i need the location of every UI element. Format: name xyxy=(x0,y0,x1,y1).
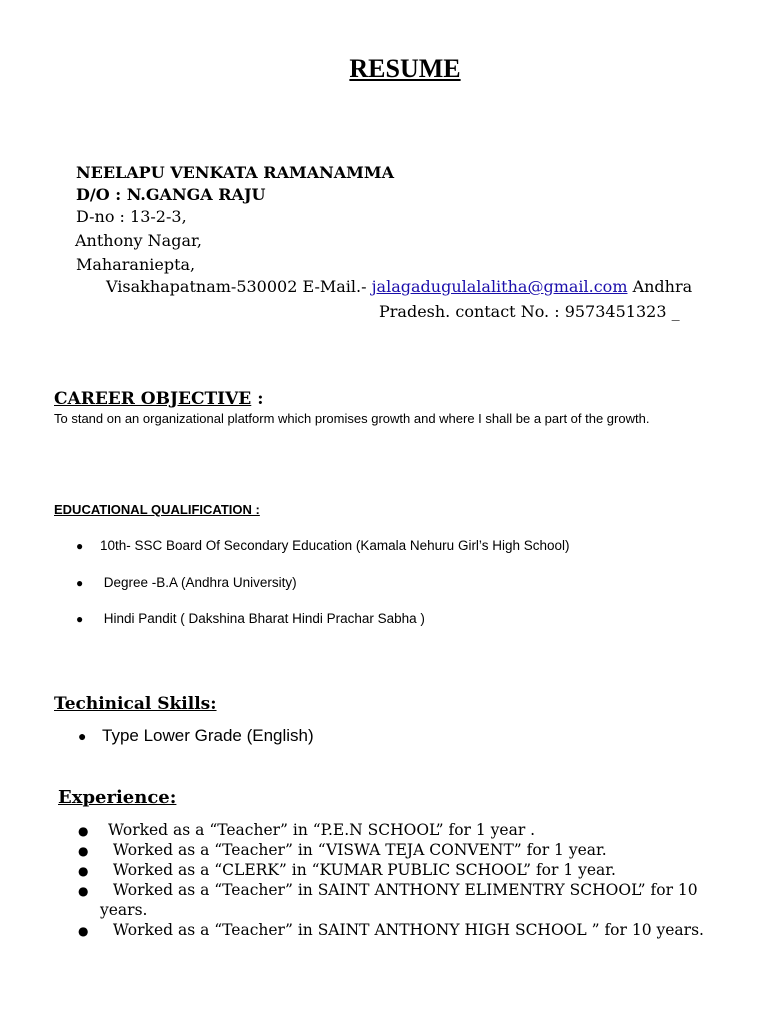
education-item-text: Degree -B.A (Andhra University) xyxy=(100,575,297,590)
education-item-text: 10th- SSC Board Of Secondary Education (Kamala Nehuru Girl’s High School) xyxy=(100,538,570,553)
education-item-text: Hindi Pandit ( Dakshina Bharat Hindi Prachar Sabha ) xyxy=(100,611,425,626)
experience-item xyxy=(78,820,535,841)
bullet-icon: ● xyxy=(78,844,89,858)
address-city: Visakhapatnam-530002 E-Mail.- xyxy=(106,277,372,296)
experience-item xyxy=(78,840,607,861)
education-item xyxy=(76,538,569,553)
education-item xyxy=(76,611,425,626)
bullet-icon: ● xyxy=(78,728,87,744)
address-state: Andhra xyxy=(627,277,693,296)
bullet-icon: ● xyxy=(76,612,84,626)
education-item xyxy=(76,575,297,590)
bullet-icon: ● xyxy=(76,539,84,553)
bullet-icon: ● xyxy=(78,824,89,838)
father-name: D/O : N.GANGA RAJU xyxy=(76,185,266,204)
skill-item-text: Type Lower Grade (English) xyxy=(102,726,314,745)
applicant-name: NEELAPU VENKATA RAMANAMMA xyxy=(76,163,394,182)
address-locality: Maharaniepta, xyxy=(76,255,196,274)
email-link[interactable]: jalagadugulalalitha@gmail.com xyxy=(371,277,628,296)
experience-item-text: Worked as a “Teacher” in SAINT ANTHONY HIGH SCHOOL ” for 10 years. xyxy=(108,921,704,939)
address-door-no: D-no : 13-2-3, xyxy=(76,207,187,226)
experience-heading: Experience: xyxy=(58,787,177,808)
bullet-icon: ● xyxy=(78,864,89,878)
bullet-icon: ● xyxy=(76,576,84,590)
address-city-email-line xyxy=(106,276,692,298)
bullet-icon: ● xyxy=(78,884,89,898)
experience-item xyxy=(78,860,616,881)
career-objective-text: To stand on an organizational platform which promises growth and where I shall be a part of the growth. xyxy=(54,411,650,426)
experience-item-text: Worked as a “Teacher” in “VISWA TEJA CONVENT” for 1 year. xyxy=(108,841,607,859)
education-heading: EDUCATIONAL QUALIFICATION : xyxy=(54,502,260,517)
skill-item xyxy=(78,726,314,746)
contact-line: Pradesh. contact No. : 9573451323 _ xyxy=(379,302,680,321)
experience-item-text: Worked as a “CLERK” in “KUMAR PUBLIC SCHOOL” for 1 year. xyxy=(108,861,616,879)
career-objective-heading-colon: : xyxy=(251,389,264,409)
experience-item xyxy=(78,920,704,941)
experience-item xyxy=(78,880,698,901)
address-street: Anthony Nagar, xyxy=(75,231,202,250)
technical-skills-heading: Techinical Skills: xyxy=(54,694,217,714)
experience-item-text: Worked as a “Teacher” in “P.E.N SCHOOL” for 1 year . xyxy=(108,821,536,839)
bullet-icon: ● xyxy=(78,924,89,938)
career-objective-heading xyxy=(54,389,263,409)
experience-item-text: Worked as a “Teacher” in SAINT ANTHONY ELIMENTRY SCHOOL” for 10 xyxy=(108,881,698,899)
resume-title: RESUME xyxy=(349,54,461,83)
career-objective-heading-text: CAREER OBJECTIVE xyxy=(54,389,252,409)
experience-item-continuation: years. xyxy=(100,901,148,919)
